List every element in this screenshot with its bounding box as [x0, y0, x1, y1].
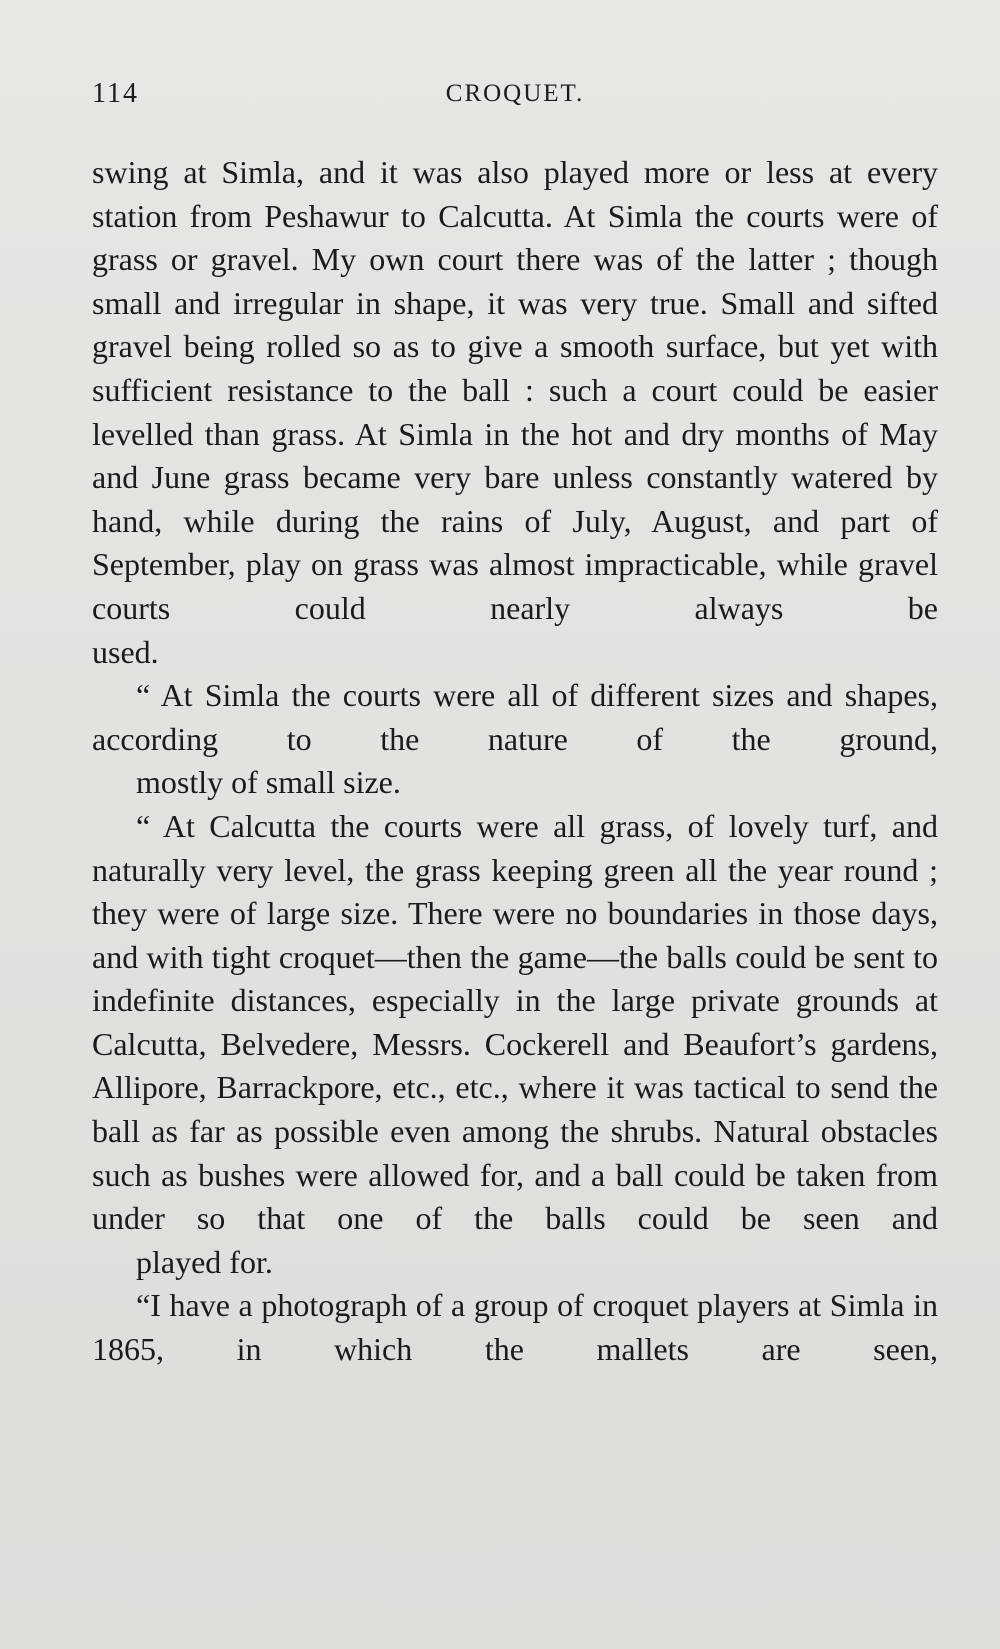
running-title: CROQUET. [445, 80, 585, 107]
paragraph-text: “I have a photograph of a group of croquet players at Simla in 1865, in which the mallets are seen, [92, 1287, 938, 1368]
paragraph-3 [92, 805, 938, 1285]
paragraph-1 [92, 151, 938, 674]
paragraph-text: swing at Simla, and it was also played more or less at every station from Peshawur to Calcutta. At Simla the courts were of grass or gravel. My own court there was of the latter ; though small and irregular in shape, it was very true. Small and sifted gravel being rolled so as to give a smooth surface, but yet with sufficient resistance to the ball : such a court could be easier levelled than grass. At Simla in the hot and dry months of May and June grass became very bare unless constantly watered by hand, while during the rains of July, August, and part of September, play on grass was almost impracticable, while gravel courts could nearly always be [92, 154, 938, 626]
page-number: 114 [92, 78, 139, 109]
paragraph-last-line: mostly of small size. [136, 764, 401, 801]
paragraph-2 [92, 674, 938, 805]
paragraph-text: “ At Calcutta the courts were all grass, of lovely turf, and naturally very level, the grass keeping green all the year round ; they were of large size. There were no boundaries in those days, and with tight croquet—then the game—the balls could be sent to indefinite distances, especially in the large private grounds at Calcutta, Belvedere, Messrs. Cockerell and Beaufort’s gardens, Allipore, Barrackpore, etc., etc., where it was tactical to send the ball as far as possible even among the shrubs. Natural obstacles such as bushes were allowed for, and a ball could be taken from under so that one of the balls could be seen and [92, 807, 938, 1237]
paragraph-last-line: played for. [136, 1243, 273, 1280]
paragraph-4 [92, 1284, 938, 1371]
running-head [92, 78, 938, 118]
body-text [92, 151, 938, 1372]
paragraph-text: “ At Simla the courts were all of different sizes and shapes, according to the nature of the ground, [92, 677, 938, 757]
paragraph-last-line: used. [92, 633, 159, 670]
